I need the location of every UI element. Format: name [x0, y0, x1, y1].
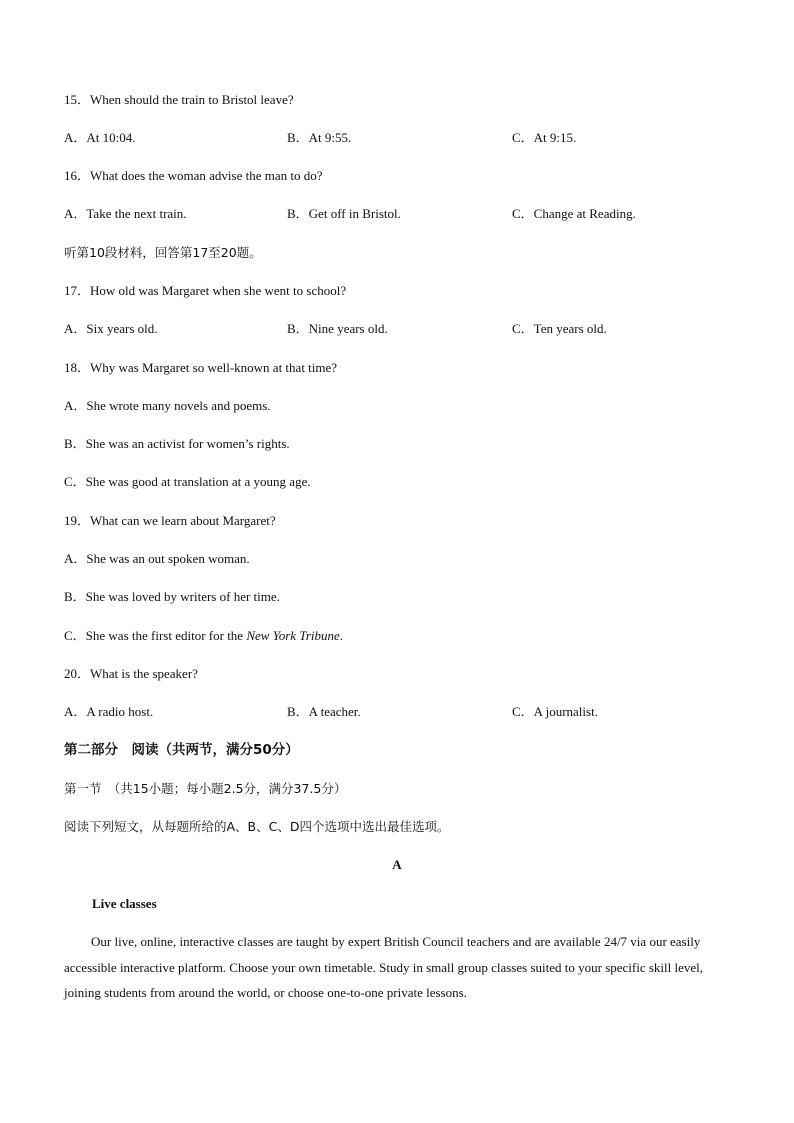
question-15-option-b: B．At 9:55.	[287, 130, 352, 145]
passage-label: A	[392, 857, 402, 872]
question-15-option-a: A．At 10:04.	[64, 130, 136, 145]
question-20-option-a: A．A radio host.	[64, 704, 154, 719]
passage-paragraph: Our live, online, interactive classes are taught by expert British Council teachers and are available 24/7 via our easily accessible interactive platform. Choose your own timetable. Study in small group classes suited to your specific skill level, joining students from around the world, or choose one-to-one private lessons.	[64, 934, 704, 1000]
question-19-option-c-text: C．She was the first editor for the	[64, 628, 247, 643]
question-20-option-b: B．A teacher.	[287, 704, 361, 719]
question-19-option-c	[64, 628, 343, 644]
section-1-heading: 第一节 （共15小题；每小题2.5分，满分37.5分）	[64, 781, 347, 796]
question-15-stem: 15．When should the train to Bristol leave?	[64, 92, 294, 107]
question-19-option-c-period: .	[339, 628, 344, 643]
question-19-option-a: A．She was an out spoken woman.	[64, 551, 250, 566]
part-2-heading: 第二部分 阅读（共两节，满分50分）	[64, 742, 299, 758]
question-17-option-a: A．Six years old.	[64, 321, 158, 336]
passage-subtitle: Live classes	[92, 896, 157, 911]
question-18-option-c: C．She was good at translation at a young age.	[64, 474, 311, 489]
section-10-instruction: 听第10段材料，回答第17至20题。	[64, 245, 262, 260]
question-18-stem: 18．Why was Margaret so well-known at that time?	[64, 360, 338, 375]
reading-instruction: 阅读下列短文，从每题所给的A、B、C、D四个选项中选出最佳选项。	[64, 819, 450, 834]
newspaper-title: New York Tribune	[246, 628, 340, 643]
question-16-option-b: B．Get off in Bristol.	[287, 206, 401, 221]
question-20-option-c: C．A journalist.	[512, 704, 598, 719]
question-19-option-b: B．She was loved by writers of her time.	[64, 589, 280, 604]
question-15-option-c: C．At 9:15.	[512, 130, 577, 145]
question-18-option-a: A．She wrote many novels and poems.	[64, 398, 271, 413]
question-16-option-c: C．Change at Reading.	[512, 206, 636, 221]
question-16-option-a: A．Take the next train.	[64, 206, 187, 221]
question-19-stem: 19．What can we learn about Margaret?	[64, 513, 276, 528]
question-17-option-c: C．Ten years old.	[512, 321, 607, 336]
question-20-stem: 20．What is the speaker?	[64, 666, 198, 681]
question-18-option-b: B．She was an activist for women’s rights.	[64, 436, 290, 451]
question-17-stem: 17．How old was Margaret when she went to school?	[64, 283, 347, 298]
question-17-option-b: B．Nine years old.	[287, 321, 388, 336]
question-16-stem: 16．What does the woman advise the man to do?	[64, 168, 323, 183]
